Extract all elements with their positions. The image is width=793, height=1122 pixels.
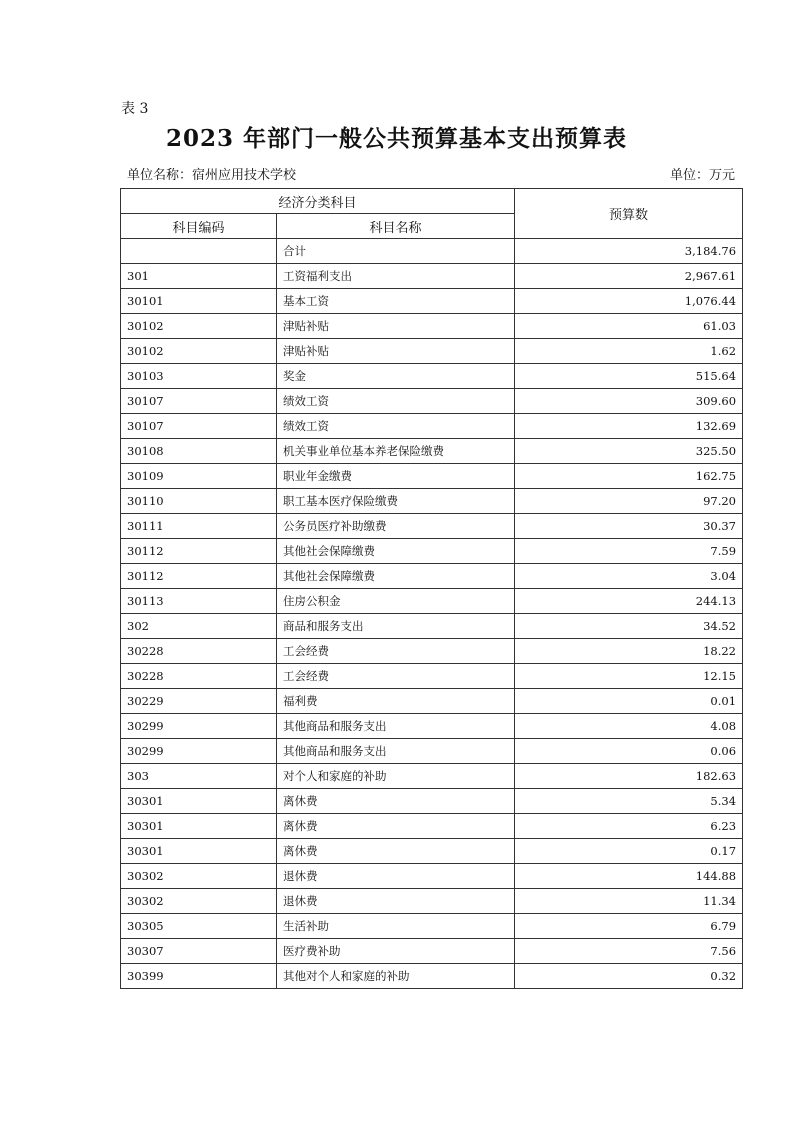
name-cell: 住房公积金 <box>277 589 515 614</box>
amount-cell: 325.50 <box>515 439 743 464</box>
table-row <box>121 889 743 914</box>
amount-cell: 0.17 <box>515 839 743 864</box>
amount-cell: 5.34 <box>515 789 743 814</box>
code-cell: 30107 <box>121 414 277 439</box>
name-cell: 工资福利支出 <box>277 264 515 289</box>
amount-cell: 182.63 <box>515 764 743 789</box>
name-cell: 其他社会保障缴费 <box>277 539 515 564</box>
amount-cell: 162.75 <box>515 464 743 489</box>
header-row <box>121 189 743 214</box>
category-header: 经济分类科目 <box>121 189 515 214</box>
table-row <box>121 239 743 264</box>
amount-cell: 6.79 <box>515 914 743 939</box>
code-cell: 30305 <box>121 914 277 939</box>
name-cell: 基本工资 <box>277 289 515 314</box>
amount-cell: 34.52 <box>515 614 743 639</box>
name-cell: 离休费 <box>277 814 515 839</box>
table-row <box>121 939 743 964</box>
code-cell: 30107 <box>121 389 277 414</box>
table-row <box>121 264 743 289</box>
unit-name: 单位名称：宿州应用技术学校 <box>127 168 297 183</box>
code-cell: 303 <box>121 764 277 789</box>
table-row <box>121 864 743 889</box>
code-header: 科目编码 <box>121 214 277 239</box>
name-cell: 公务员医疗补助缴费 <box>277 514 515 539</box>
code-cell: 30113 <box>121 589 277 614</box>
code-cell: 30102 <box>121 339 277 364</box>
amount-cell: 97.20 <box>515 489 743 514</box>
table-row <box>121 364 743 389</box>
amount-cell: 309.60 <box>515 389 743 414</box>
table-row <box>121 839 743 864</box>
amount-cell: 18.22 <box>515 639 743 664</box>
name-cell: 退休费 <box>277 864 515 889</box>
table-row <box>121 289 743 314</box>
table-row <box>121 914 743 939</box>
table-row <box>121 414 743 439</box>
name-cell: 生活补助 <box>277 914 515 939</box>
name-cell: 合计 <box>277 239 515 264</box>
table-row <box>121 789 743 814</box>
amount-cell: 0.06 <box>515 739 743 764</box>
table-row <box>121 814 743 839</box>
code-cell: 30228 <box>121 639 277 664</box>
table-row <box>121 564 743 589</box>
name-cell: 其他商品和服务支出 <box>277 714 515 739</box>
name-cell: 绩效工资 <box>277 389 515 414</box>
table-number: 表 3 <box>121 101 149 117</box>
amount-cell: 7.56 <box>515 939 743 964</box>
table-row <box>121 464 743 489</box>
name-cell: 离休费 <box>277 839 515 864</box>
name-cell: 对个人和家庭的补助 <box>277 764 515 789</box>
table-row <box>121 589 743 614</box>
amount-cell: 3.04 <box>515 564 743 589</box>
page-title: 2023 年部门一般公共预算基本支出预算表 <box>165 125 628 152</box>
name-header: 科目名称 <box>277 214 515 239</box>
name-cell: 工会经费 <box>277 639 515 664</box>
amount-cell: 2,967.61 <box>515 264 743 289</box>
table-row <box>121 614 743 639</box>
amount-cell: 4.08 <box>515 714 743 739</box>
table-row <box>121 389 743 414</box>
name-cell: 退休费 <box>277 889 515 914</box>
name-cell: 职工基本医疗保险缴费 <box>277 489 515 514</box>
amount-cell: 7.59 <box>515 539 743 564</box>
code-cell: 30112 <box>121 564 277 589</box>
amount-cell: 6.23 <box>515 814 743 839</box>
table-row <box>121 514 743 539</box>
table-row <box>121 439 743 464</box>
name-cell: 福利费 <box>277 689 515 714</box>
table-row <box>121 639 743 664</box>
table-row <box>121 764 743 789</box>
name-cell: 其他社会保障缴费 <box>277 564 515 589</box>
code-cell: 30110 <box>121 489 277 514</box>
table-row <box>121 964 743 989</box>
code-cell: 30102 <box>121 314 277 339</box>
table-row <box>121 664 743 689</box>
amount-cell: 12.15 <box>515 664 743 689</box>
amount-cell: 61.03 <box>515 314 743 339</box>
table-row <box>121 339 743 364</box>
code-cell: 30228 <box>121 664 277 689</box>
code-cell: 30299 <box>121 714 277 739</box>
code-cell: 30109 <box>121 464 277 489</box>
amount-cell: 30.37 <box>515 514 743 539</box>
name-cell: 职业年金缴费 <box>277 464 515 489</box>
name-cell: 其他商品和服务支出 <box>277 739 515 764</box>
name-cell: 商品和服务支出 <box>277 614 515 639</box>
code-cell: 30302 <box>121 889 277 914</box>
name-cell: 其他对个人和家庭的补助 <box>277 964 515 989</box>
code-cell: 302 <box>121 614 277 639</box>
table-row <box>121 314 743 339</box>
amount-cell: 144.88 <box>515 864 743 889</box>
amount-cell: 0.01 <box>515 689 743 714</box>
code-cell: 30399 <box>121 964 277 989</box>
code-cell: 30302 <box>121 864 277 889</box>
amount-cell: 132.69 <box>515 414 743 439</box>
amount-cell: 0.32 <box>515 964 743 989</box>
name-cell: 医疗费补助 <box>277 939 515 964</box>
code-cell: 30229 <box>121 689 277 714</box>
name-cell: 津贴补贴 <box>277 314 515 339</box>
table-row <box>121 689 743 714</box>
name-cell: 工会经费 <box>277 664 515 689</box>
table-row <box>121 489 743 514</box>
amount-cell: 244.13 <box>515 589 743 614</box>
unit-label: 单位：万元 <box>669 168 735 183</box>
amount-cell: 1.62 <box>515 339 743 364</box>
name-cell: 绩效工资 <box>277 414 515 439</box>
code-cell: 30112 <box>121 539 277 564</box>
amount-cell: 1,076.44 <box>515 289 743 314</box>
code-cell: 30108 <box>121 439 277 464</box>
code-cell: 30101 <box>121 289 277 314</box>
amount-cell: 3,184.76 <box>515 239 743 264</box>
table-row <box>121 539 743 564</box>
table-row <box>121 739 743 764</box>
code-cell: 30307 <box>121 939 277 964</box>
code-cell: 30301 <box>121 789 277 814</box>
code-cell: 30301 <box>121 814 277 839</box>
amount-cell: 515.64 <box>515 364 743 389</box>
amount-header: 预算数 <box>515 189 743 239</box>
name-cell: 机关事业单位基本养老保险缴费 <box>277 439 515 464</box>
code-cell: 30301 <box>121 839 277 864</box>
amount-cell: 11.34 <box>515 889 743 914</box>
code-cell: 30111 <box>121 514 277 539</box>
table-row <box>121 714 743 739</box>
code-cell: 301 <box>121 264 277 289</box>
code-cell: 30299 <box>121 739 277 764</box>
table-body <box>121 239 743 989</box>
budget-table <box>120 188 743 989</box>
code-cell: 30103 <box>121 364 277 389</box>
name-cell: 离休费 <box>277 789 515 814</box>
code-cell <box>121 239 277 264</box>
name-cell: 津贴补贴 <box>277 339 515 364</box>
name-cell: 奖金 <box>277 364 515 389</box>
